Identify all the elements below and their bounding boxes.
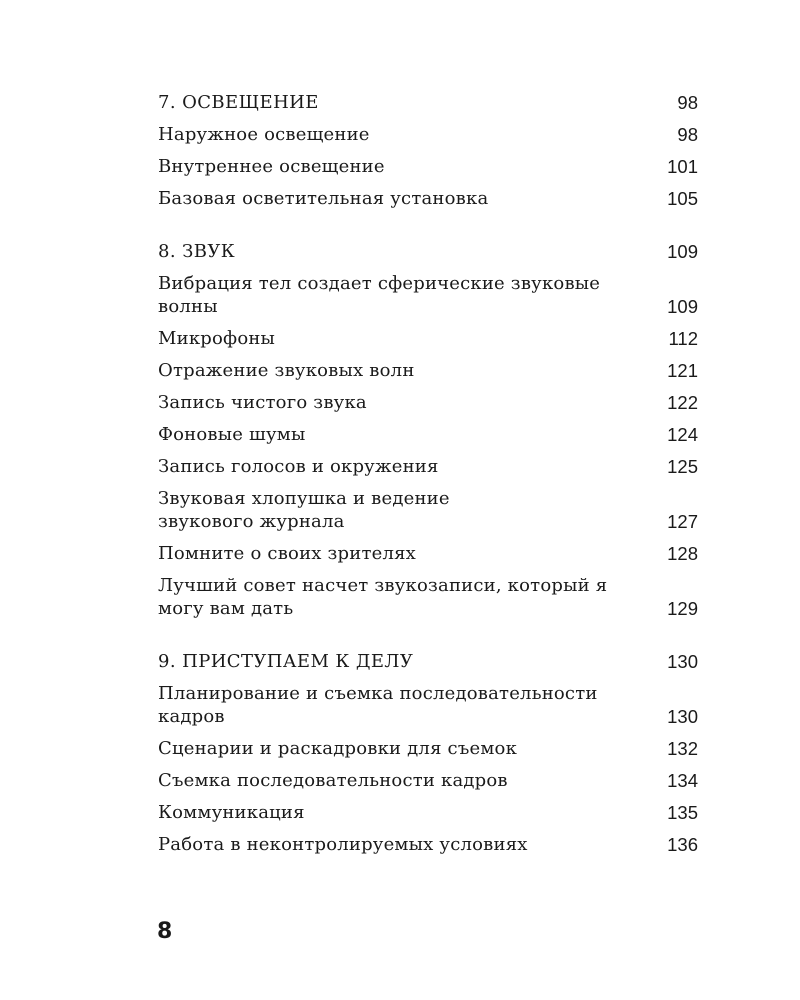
entry-title: Звуковая хлопушка и ведение звукового журнала bbox=[158, 488, 450, 532]
toc-section bbox=[158, 650, 698, 856]
toc-entry bbox=[158, 487, 698, 533]
toc-entry bbox=[158, 801, 698, 824]
entry-page-number: 101 bbox=[667, 156, 698, 177]
toc-entry bbox=[158, 423, 698, 446]
toc-entry bbox=[158, 737, 698, 760]
entry-page-number: 109 bbox=[667, 296, 698, 317]
toc-entry bbox=[158, 574, 698, 620]
entry-page-number: 135 bbox=[667, 802, 698, 823]
toc-entry bbox=[158, 187, 698, 210]
entry-page-number: 112 bbox=[668, 328, 698, 349]
entry-page-number: 98 bbox=[677, 124, 698, 145]
entry-page-number: 125 bbox=[667, 456, 698, 477]
chapter-heading bbox=[158, 650, 698, 673]
entry-title: Лучший совет насчет звукозаписи, который я могу вам дать bbox=[158, 575, 608, 619]
entry-title: Сценарии и раскадровки для съемок bbox=[158, 738, 518, 759]
entry-page-number: 127 bbox=[667, 511, 698, 532]
chapter-heading bbox=[158, 240, 698, 263]
entry-title: Наружное освещение bbox=[158, 124, 370, 145]
entry-title: Фоновые шумы bbox=[158, 424, 306, 445]
entry-page-number: 122 bbox=[667, 392, 698, 413]
page-number: 8 bbox=[157, 919, 173, 944]
entry-title: Запись чистого звука bbox=[158, 392, 367, 413]
entry-title: Внутреннее освещение bbox=[158, 156, 385, 177]
entry-page-number: 124 bbox=[667, 424, 698, 445]
toc-entry bbox=[158, 455, 698, 478]
entry-title: Отражение звуковых волн bbox=[158, 360, 415, 381]
entry-page-number: 136 bbox=[667, 834, 698, 855]
entry-page-number: 109 bbox=[667, 241, 698, 262]
chapter-title: 7. ОСВЕЩЕНИЕ bbox=[158, 92, 319, 113]
entry-title: Планирование и съемка последовательности кадров bbox=[158, 683, 598, 727]
entry-title: Вибрация тел создает сферические звуковые волны bbox=[158, 273, 601, 317]
toc-entry bbox=[158, 682, 698, 728]
toc-section bbox=[158, 91, 698, 210]
toc-entry bbox=[158, 327, 698, 350]
entry-page-number: 128 bbox=[667, 543, 698, 564]
toc-entry bbox=[158, 359, 698, 382]
toc-entry bbox=[158, 542, 698, 565]
toc-entry bbox=[158, 123, 698, 146]
entry-page-number: 98 bbox=[677, 92, 698, 113]
entry-title: Коммуникация bbox=[158, 802, 305, 823]
entry-page-number: 130 bbox=[667, 651, 698, 672]
toc-entry bbox=[158, 833, 698, 856]
toc-entry bbox=[158, 272, 698, 318]
entry-title: Микрофоны bbox=[158, 328, 276, 349]
entry-page-number: 130 bbox=[667, 706, 698, 727]
entry-page-number: 105 bbox=[667, 188, 698, 209]
toc-section bbox=[158, 240, 698, 620]
chapter-title: 9. ПРИСТУПАЕМ К ДЕЛУ bbox=[158, 651, 414, 672]
toc-entry bbox=[158, 155, 698, 178]
toc-entry bbox=[158, 391, 698, 414]
toc-entry bbox=[158, 769, 698, 792]
entry-title: Помните о своих зрителях bbox=[158, 543, 417, 564]
entry-title: Съемка последовательности кадров bbox=[158, 770, 508, 791]
entry-title: Базовая осветительная установка bbox=[158, 188, 489, 209]
entry-title: Запись голосов и окружения bbox=[158, 456, 439, 477]
entry-title: Работа в неконтролируемых условиях bbox=[158, 834, 528, 855]
chapter-title: 8. ЗВУК bbox=[158, 241, 236, 262]
table-of-contents bbox=[158, 91, 698, 865]
entry-page-number: 134 bbox=[667, 770, 698, 791]
entry-page-number: 129 bbox=[667, 598, 698, 619]
entry-page-number: 121 bbox=[667, 360, 698, 381]
chapter-heading bbox=[158, 91, 698, 114]
entry-page-number: 132 bbox=[667, 738, 698, 759]
